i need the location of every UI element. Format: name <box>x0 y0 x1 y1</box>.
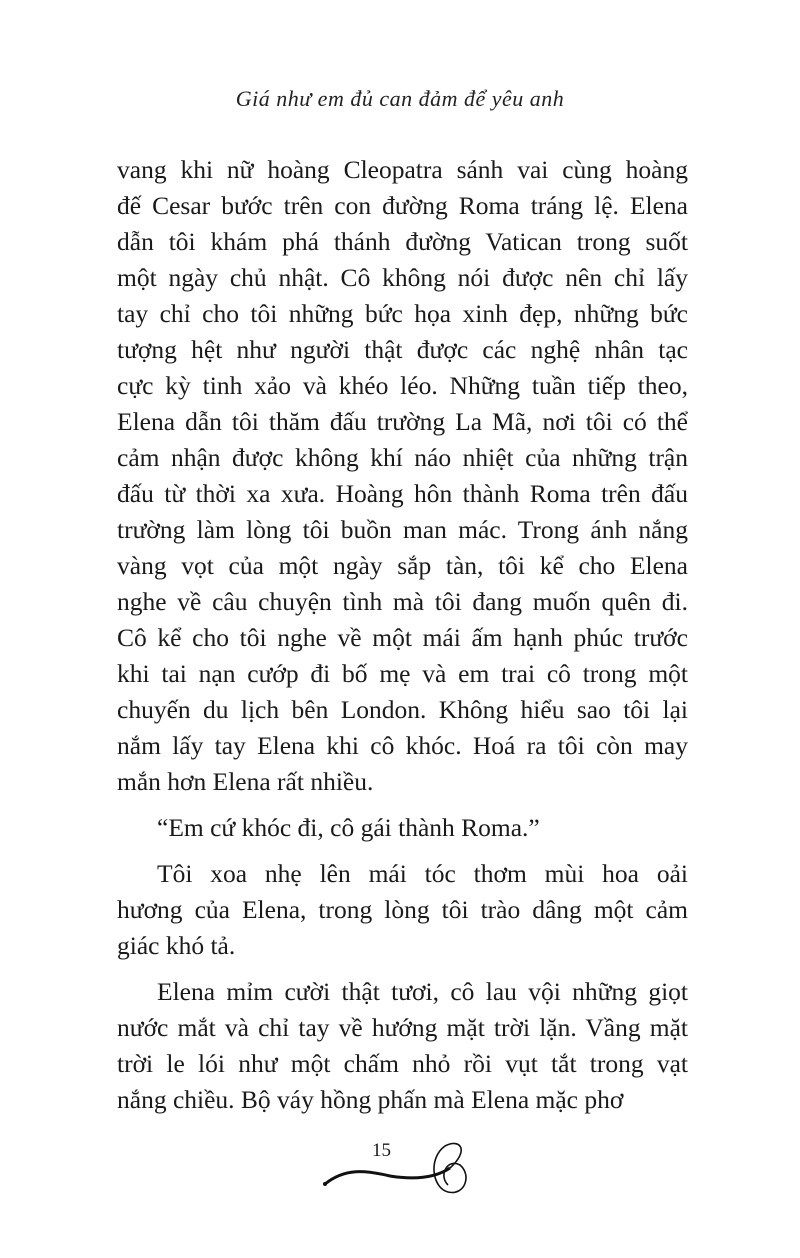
text-line: đấu từ thời xa xưa. Hoàng hôn thành Roma trên đấu <box>117 479 688 508</box>
text-line: trời le lói như một chấm nhỏ rồi vụt tắt trong vạt <box>117 1049 688 1078</box>
text-line: cảm nhận được không khí náo nhiệt của những trận <box>117 443 688 472</box>
text-line: dẫn tôi khám phá thánh đường Vatican trong suốt <box>117 227 688 256</box>
body-text <box>117 152 688 1118</box>
text-line: vàng vọt của một ngày sắp tàn, tôi kể cho Elena <box>117 551 688 580</box>
paragraph <box>117 856 688 964</box>
text-line: khi tai nạn cướp đi bố mẹ và em trai cô trong một <box>117 659 688 688</box>
text-line: cực kỳ tinh xảo và khéo léo. Những tuần tiếp theo, <box>117 371 688 400</box>
text-line: một ngày chủ nhật. Cô không nói được nên chỉ lấy <box>117 263 688 292</box>
text-line: nghe về câu chuyện tình mà tôi đang muốn quên đi. <box>117 587 688 616</box>
page-flourish-ornament <box>320 1130 500 1210</box>
text-line: Elena dẫn tôi thăm đấu trường La Mã, nơi tôi có thể <box>117 407 688 436</box>
text-line: Cô kể cho tôi nghe về một mái ấm hạnh phúc trước <box>117 623 688 652</box>
text-line: vang khi nữ hoàng Cleopatra sánh vai cùng hoàng <box>117 155 688 184</box>
text-line: nước mắt và chỉ tay về hướng mặt trời lặn. Vầng mặt <box>117 1013 688 1042</box>
text-line: “Em cứ khóc đi, cô gái thành Roma.” <box>157 813 540 842</box>
paragraph <box>117 810 688 846</box>
running-header: Giá như em đủ can đảm để yêu anh <box>235 86 565 111</box>
text-line: Tôi xoa nhẹ lên mái tóc thơm mùi hoa oải <box>157 859 688 888</box>
text-line: Elena mỉm cười thật tươi, cô lau vội những giọt <box>157 977 688 1006</box>
text-line: đế Cesar bước trên con đường Roma tráng lệ. Elena <box>117 191 688 220</box>
text-line: nắng chiều. Bộ váy hồng phấn mà Elena mặc phơ <box>117 1085 624 1114</box>
paragraph <box>117 974 688 1118</box>
text-line: chuyến du lịch bên London. Không hiểu sao tôi lại <box>117 695 688 724</box>
paragraph <box>117 152 688 800</box>
text-line: mắn hơn Elena rất nhiều. <box>117 767 374 796</box>
text-line: tay chỉ cho tôi những bức họa xinh đẹp, những bức <box>117 299 688 328</box>
text-line: giác khó tả. <box>117 931 236 960</box>
text-line: nắm lấy tay Elena khi cô khóc. Hoá ra tôi còn may <box>117 731 688 760</box>
text-line: tượng hệt như người thật được các nghệ nhân tạc <box>117 335 688 364</box>
text-line: hương của Elena, trong lòng tôi trào dâng một cảm <box>117 895 688 924</box>
text-line: trường làm lòng tôi buồn man mác. Trong ánh nắng <box>117 515 688 544</box>
page-number: 15 <box>372 1140 391 1161</box>
